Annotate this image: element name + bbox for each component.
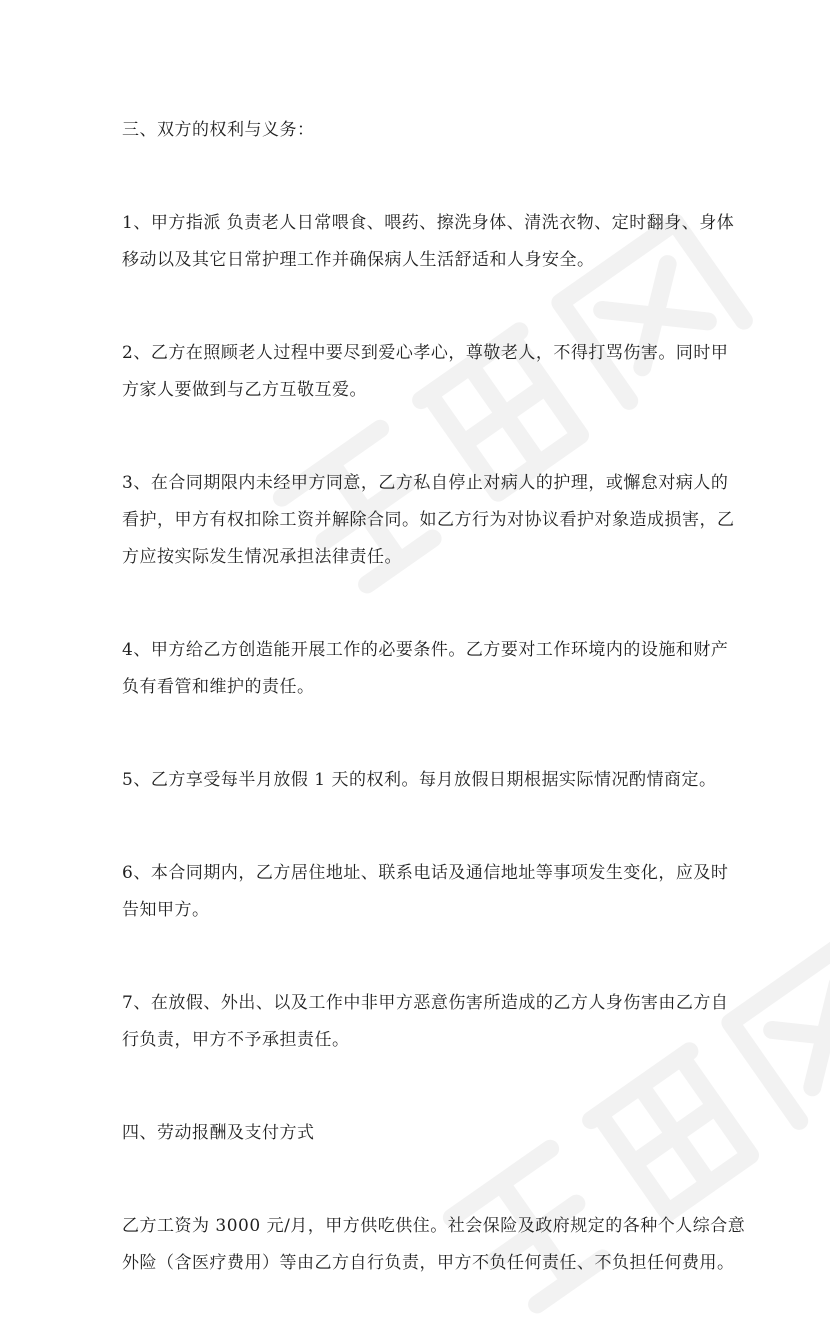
clause-paragraph [122,762,722,799]
text-line: 4、甲方给乙方创造能开展工作的必要条件。乙方要对工作环境内的设施和财产 [122,640,729,660]
text-line: 看护，甲方有权扣除工资并解除合同。如乙方行为对协议看护对象造成损害，乙 [122,510,735,530]
clause-paragraph [122,985,729,1059]
text-line: 1、甲方指派 负责老人日常喂食、喂药、擦洗身体、清洗衣物、定时翻身、身体 [122,213,735,233]
clause-paragraph [122,855,729,929]
section-heading [122,112,722,149]
text-line: 外险（含医疗费用）等由乙方自行负责，甲方不负任何责任、不负担任何费用。 [122,1253,735,1273]
text-line: 负有看管和维护的责任。 [122,677,315,697]
text-line: 2、乙方在照顾老人过程中要尽到爱心孝心，尊敬老人，不得打骂伤害。同时甲 [122,343,729,363]
document-body [122,112,746,1282]
clause-paragraph [122,205,735,279]
text-line: 7、在放假、外出、以及工作中非甲方恶意伤害所造成的乙方人身伤害由乙方自 [122,993,729,1013]
text-line: 三、双方的权利与义务： [122,120,315,140]
text-line: 行负责，甲方不予承担责任。 [122,1030,350,1050]
text-line: 告知甲方。 [122,900,210,920]
text-line: 方家人要做到与乙方互敬互爱。 [122,380,367,400]
text-line: 移动以及其它日常护理工作并确保病人生活舒适和人身安全。 [122,250,595,270]
clause-paragraph [122,335,729,409]
text-line: 3、在合同期限内未经甲方同意，乙方私自停止对病人的护理，或懈怠对病人的 [122,473,729,493]
clause-paragraph [122,465,735,576]
clause-paragraph [122,632,729,706]
text-line: 5、乙方享受每半月放假 1 天的权利。每月放假日期根据实际情况酌情商定。 [122,770,717,790]
text-line: 方应按实际发生情况承担法律责任。 [122,547,402,567]
text-line: 6、本合同期内，乙方居住地址、联系电话及通信地址等事项发生变化，应及时 [122,863,729,883]
clause-paragraph [122,1208,746,1282]
text-line: 四、劳动报酬及支付方式 [122,1123,315,1143]
text-line: 乙方工资为 3000 元/月，甲方供吃供住。社会保险及政府规定的各种个人综合意 [122,1216,746,1236]
section-heading [122,1115,722,1152]
